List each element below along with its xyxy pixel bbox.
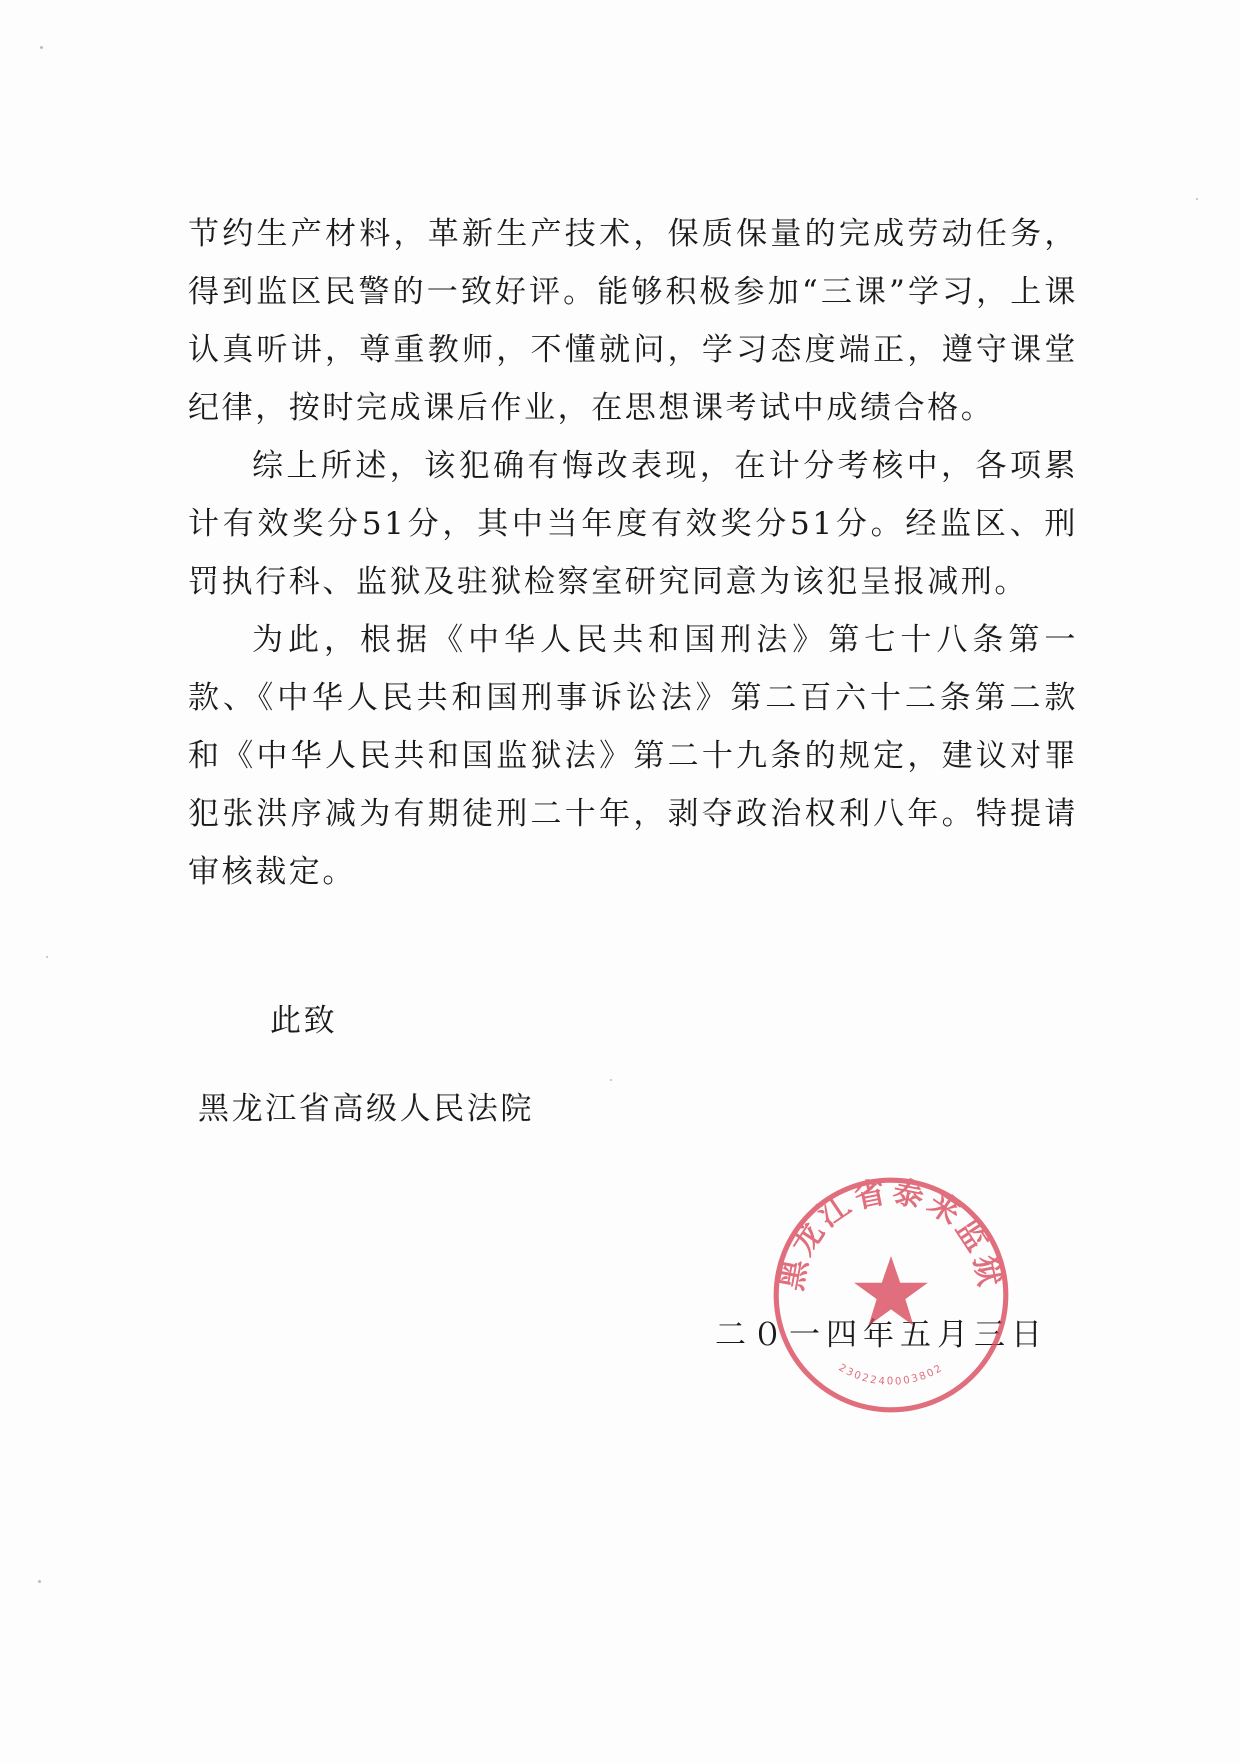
scan-speck [610,1079,612,1081]
official-seal [768,1172,1014,1418]
seal-code: 2302240003802 [836,1361,946,1388]
scan-speck [40,46,43,49]
svg-text:2302240003802 [837,1362,946,1388]
scan-speck [38,1580,41,1583]
seal-text: 黑龙江省泰来监狱 [773,1173,1009,1294]
document-date: 二０一四年五月三日 [715,1317,1048,1353]
seal-star-icon [854,1256,928,1326]
recipient-court: 黑龙江省高级人民法院 [198,1091,534,1127]
paragraph-legal-basis: 为此，根据《中华人民共和国刑法》第七十八条第一款、《中华人民共和国刑事诉讼法》第二百六十二条第二款和《中华人民共和国监狱法》第二十九条的规定，建议对罪犯张洪序减为有期徒刑二十年，剥夺政治权利八年。特提请审核裁定。 [188,622,1078,890]
paragraph-labor-and-study: 节约生产材料，革新生产技术，保质保量的完成劳动任务，得到监区民警的一致好评。能够积极参加“三课”学习，上课认真听讲，尊重教师，不懂就问，学习态度端正，遵守课堂纪律，按时完成课后作业，在思想课考试中成绩合格。 [188,216,1078,426]
scan-speck [46,956,48,958]
scan-speck [1196,198,1198,200]
salutation: 此致 [270,1003,338,1039]
paragraph-summary: 综上所述，该犯确有悔改表现，在计分考核中，各项累计有效奖分51分，其中当年度有效奖分51分。经监区、刑罚执行科、监狱及驻狱检察室研究同意为该犯呈报减刑。 [188,448,1078,600]
